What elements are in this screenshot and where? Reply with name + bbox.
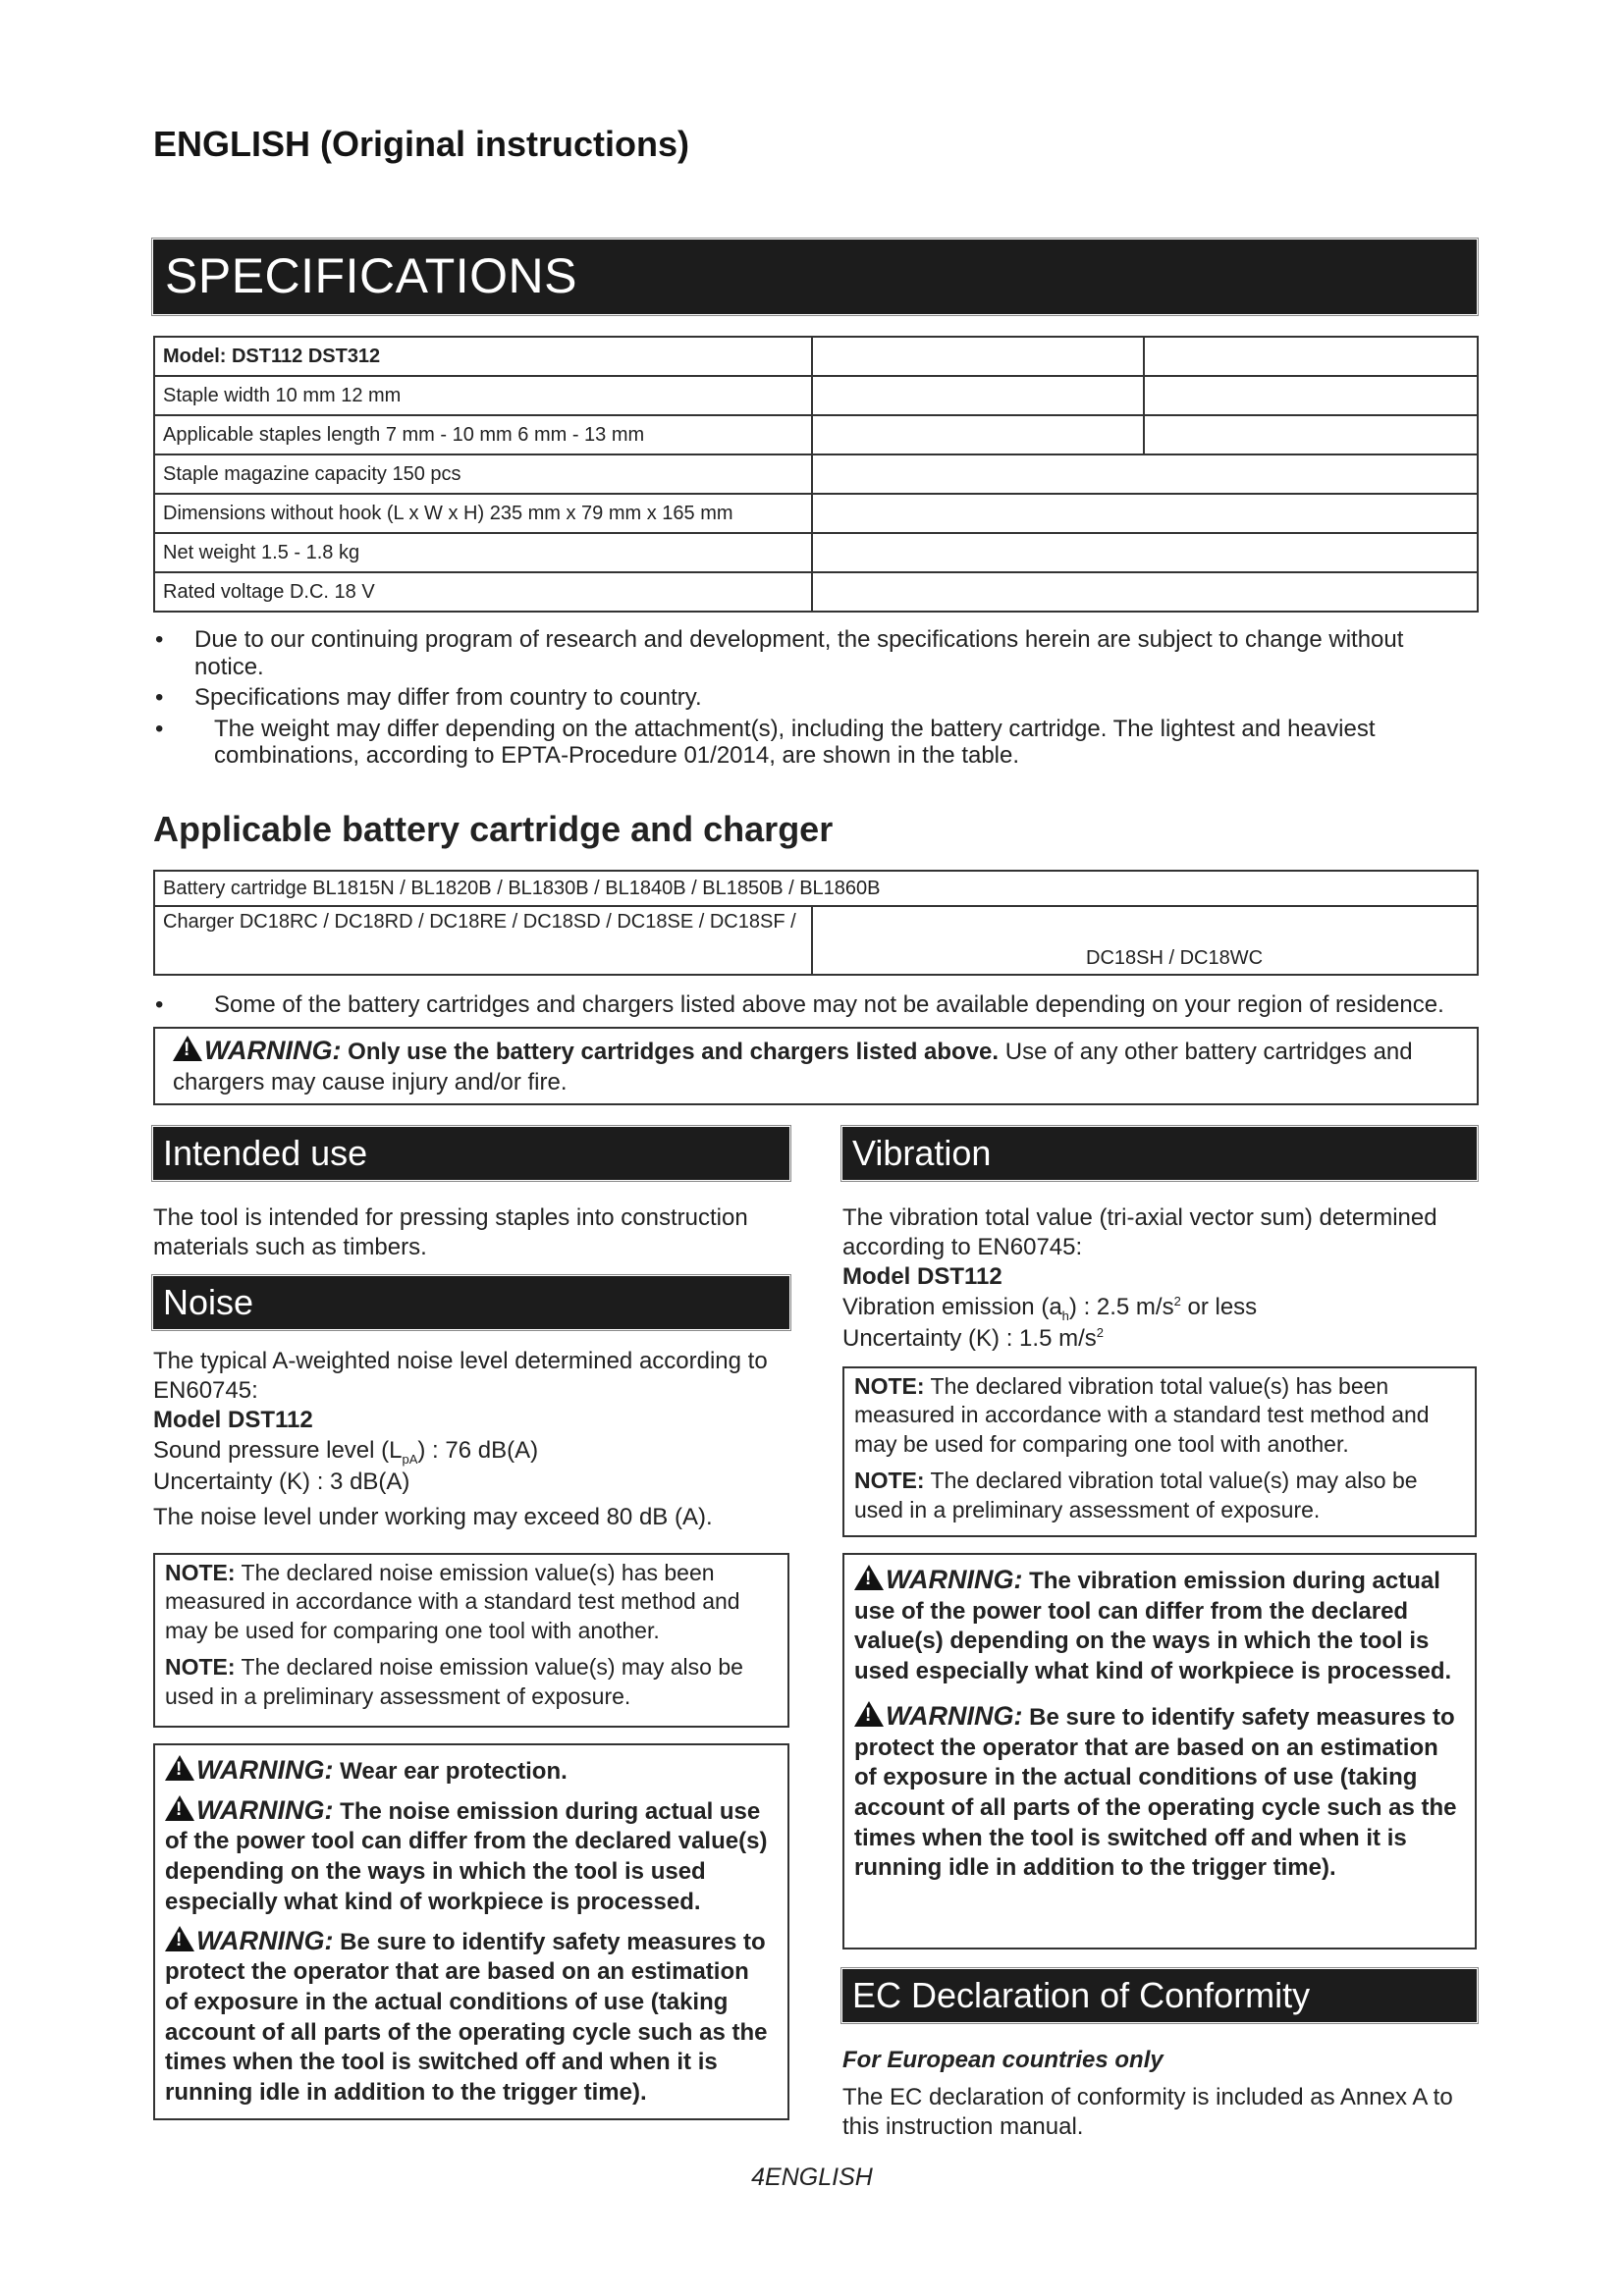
noise-uncertainty: Uncertainty (K) : 3 dB(A) xyxy=(153,1468,410,1495)
spec-cell-dimensions: Dimensions without hook (L x W x H) 235 mm x 79 mm x 165 mm xyxy=(154,494,812,533)
intended-use-text: The tool is intended for pressing staples into construction materials such as timbers. xyxy=(153,1204,748,1261)
warning-text: The vibration emission during actual use of the power tool can differ from the declared value(s) depending on the ways in which the tool is used especially what kind of workpiece is processed. xyxy=(854,1568,1452,1685)
warning-text: The noise emission during actual use of the power tool can differ from the declared value(s) depending on the ways in which the tool is used especially what kind of workpiece is processed. xyxy=(165,1797,768,1915)
noise-section xyxy=(153,1347,789,1532)
warning-label: WARNING: xyxy=(886,1565,1023,1594)
list-item: • The weight may differ depending on the attachment(s), including the battery cartridge. The lightest and heaviest combinations, according to EPTA-Procedure 01/2014, are shown in the table. xyxy=(155,715,1376,770)
vibration-heading: Vibration xyxy=(842,1127,1477,1180)
warning-paragraph xyxy=(165,1924,778,2109)
charger-cell: Charger DC18RC / DC18RD / DC18RE / DC18SD / DC18SE / DC18SF / xyxy=(154,906,812,975)
battery-warning-box xyxy=(153,1027,1479,1105)
vibration-emission xyxy=(842,1293,1477,1324)
note-label: NOTE: xyxy=(165,1560,236,1585)
note-text: The declared vibration total value(s) has been measured in accordance with a standard test method and may be used for comparing one tool with another. xyxy=(854,1373,1430,1457)
warning-icon xyxy=(165,1755,194,1781)
noise-intro: The typical A-weighted noise level determined according to EN60745: xyxy=(153,1348,768,1405)
table-row xyxy=(154,454,1478,494)
warning-icon xyxy=(173,1036,202,1061)
spec-cell-empty xyxy=(812,454,1478,494)
warning-text: Use of any other battery cartridges and chargers may cause injury and/or fire. xyxy=(173,1039,1413,1095)
noise-model: Model DST112 xyxy=(153,1407,313,1434)
intended-use-heading: Intended use xyxy=(153,1127,789,1180)
list-item: • Some of the battery cartridges and chargers listed above may not be available depending on your region of residence. xyxy=(155,991,1444,1018)
table-row xyxy=(154,337,1478,376)
spec-cell-empty xyxy=(1144,376,1478,415)
spec-cell-staple-length: Applicable staples length 7 mm - 10 mm 6 mm - 13 mm xyxy=(154,415,812,454)
battery-notes xyxy=(153,991,1479,1023)
spec-cell-weight: Net weight 1.5 - 1.8 kg xyxy=(154,533,812,572)
spec-cell-model: Model: DST112 DST312 xyxy=(154,337,812,376)
warning-paragraph xyxy=(854,1563,1465,1687)
list-item: • Due to our continuing program of research and development, the specifications herein are subject to change without notice. xyxy=(155,626,1404,680)
vibration-intro: The vibration total value (tri-axial vector sum) determined according to EN60745: xyxy=(842,1204,1437,1261)
spec-cell-voltage: Rated voltage D.C. 18 V xyxy=(154,572,812,612)
document-language-title: ENGLISH (Original instructions) xyxy=(153,124,690,164)
specifications-table xyxy=(153,336,1479,613)
charger-cell-continued: DC18SH / DC18WC xyxy=(812,906,1478,975)
emission-end: or less xyxy=(1180,1293,1258,1320)
warning-bold-text: Only use the battery cartridges and chargers listed above. xyxy=(348,1039,1000,1065)
noise-note-box xyxy=(153,1553,789,1728)
table-row xyxy=(154,415,1478,454)
table-row xyxy=(154,906,1478,975)
vibration-warning-box xyxy=(842,1553,1477,1949)
note-text: Specifications may differ from country to country. xyxy=(194,684,702,712)
table-row xyxy=(154,376,1478,415)
battery-cartridge-cell: Battery cartridge BL1815N / BL1820B / BL1830B / BL1840B / BL1850B / BL1860B xyxy=(154,871,1478,906)
note-label: NOTE: xyxy=(854,1373,925,1399)
ec-text: The EC declaration of conformity is included as Annex A to this instruction manual. xyxy=(842,2084,1453,2141)
warning-text: Be sure to identify safety measures to protect the operator that are based on an estimation of exposure in the actual conditions of use (taking account of all parts of the operating cycle such as the times when the tool is switched off and when it is running idle in addition to the trigger time). xyxy=(854,1703,1457,1882)
warning-paragraph xyxy=(165,1793,778,1918)
table-row xyxy=(154,494,1478,533)
note-label: NOTE: xyxy=(854,1468,925,1494)
battery-table xyxy=(153,870,1479,976)
warning-icon xyxy=(854,1701,884,1727)
uncertainty-sup: 2 xyxy=(1096,1324,1104,1340)
noise-exceed: The noise level under working may exceed 80 dB (A). xyxy=(153,1504,713,1531)
note-text: Some of the battery cartridges and chargers listed above may not be available depending on your region of residence. xyxy=(214,991,1444,1018)
vibration-section xyxy=(842,1203,1477,1354)
warning-text: Wear ear protection. xyxy=(340,1758,568,1785)
spec-cell-empty xyxy=(812,376,1144,415)
note-text: The weight may differ depending on the attachment(s), including the battery cartridge. The lightest and heaviest combinations, according to EPTA-Procedure 01/2014, are shown in the table. xyxy=(214,715,1376,770)
emission-sub: h xyxy=(1061,1308,1069,1323)
list-item: • Specifications may differ from country to country. xyxy=(155,684,702,712)
emission-prefix: Vibration emission (a xyxy=(842,1293,1062,1320)
ec-subheading: For European countries only xyxy=(842,2047,1164,2073)
noise-heading: Noise xyxy=(153,1276,789,1329)
spec-cell-staple-width: Staple width 10 mm 12 mm xyxy=(154,376,812,415)
note-label: NOTE: xyxy=(165,1654,236,1681)
note-paragraph xyxy=(165,1653,778,1711)
note-text: Due to our continuing program of research and development, the specifications herein are subject to change without notice. xyxy=(194,626,1404,680)
spl-suffix: ) : 76 dB(A) xyxy=(417,1436,539,1464)
warning-label: WARNING: xyxy=(196,1794,334,1825)
sound-pressure-level xyxy=(153,1436,789,1468)
note-text: The declared noise emission value(s) has been measured in accordance with a standard test method and may be used for comparing one tool with another. xyxy=(165,1560,740,1643)
emission-suffix: ) : 2.5 m/s xyxy=(1068,1293,1174,1320)
warning-paragraph xyxy=(165,1753,778,1788)
warning-label: WARNING: xyxy=(196,1755,334,1785)
spec-cell-magazine: Staple magazine capacity 150 pcs xyxy=(154,454,812,494)
note-paragraph xyxy=(854,1372,1465,1459)
note-paragraph xyxy=(165,1559,778,1645)
spec-cell-empty xyxy=(812,533,1478,572)
warning-text: Be sure to identify safety measures to protect the operator that are based on an estimation of exposure in the actual conditions of use (taking account of all parts of the operating cycle such as the times when the tool is switched off and when it is running idle in addition to the trigger time). xyxy=(165,1928,768,2107)
table-row xyxy=(154,572,1478,612)
ec-declaration-section xyxy=(842,2046,1490,2143)
table-row xyxy=(154,871,1478,906)
vibration-uncertainty xyxy=(842,1324,1477,1354)
page-number: 4ENGLISH xyxy=(751,2163,873,2191)
spec-cell-empty xyxy=(812,415,1144,454)
note-text: The declared noise emission value(s) may also be used in a preliminary assessment of exposure. xyxy=(165,1654,743,1709)
warning-icon xyxy=(165,1795,194,1821)
spl-prefix: Sound pressure level (L xyxy=(153,1436,403,1464)
spec-cell-empty xyxy=(1144,415,1478,454)
spec-cell-empty xyxy=(1144,337,1478,376)
warning-icon xyxy=(165,1926,194,1951)
spec-cell-empty xyxy=(812,572,1478,612)
table-row xyxy=(154,533,1478,572)
warning-label: WARNING: xyxy=(204,1036,342,1065)
warning-label: WARNING: xyxy=(196,1925,334,1955)
battery-heading: Applicable battery cartridge and charger xyxy=(153,809,834,849)
spec-cell-empty xyxy=(812,494,1478,533)
spl-sub: pA xyxy=(402,1451,418,1467)
note-paragraph xyxy=(854,1467,1465,1524)
emission-sup: 2 xyxy=(1173,1293,1181,1308)
specification-notes xyxy=(153,626,1479,774)
vibration-note-box xyxy=(842,1366,1477,1537)
warning-icon xyxy=(854,1565,884,1590)
note-text: The declared vibration total value(s) may also be used in a preliminary assessment of exposure. xyxy=(854,1468,1418,1522)
vibration-model: Model DST112 xyxy=(842,1263,1002,1291)
specifications-heading: SPECIFICATIONS xyxy=(153,240,1477,314)
uncertainty-text: Uncertainty (K) : 1.5 m/s xyxy=(842,1324,1097,1352)
spec-cell-empty xyxy=(812,337,1144,376)
ec-declaration-heading: EC Declaration of Conformity xyxy=(842,1969,1477,2022)
noise-warning-box xyxy=(153,1743,789,2120)
warning-label: WARNING: xyxy=(886,1700,1023,1731)
warning-paragraph xyxy=(854,1699,1465,1884)
